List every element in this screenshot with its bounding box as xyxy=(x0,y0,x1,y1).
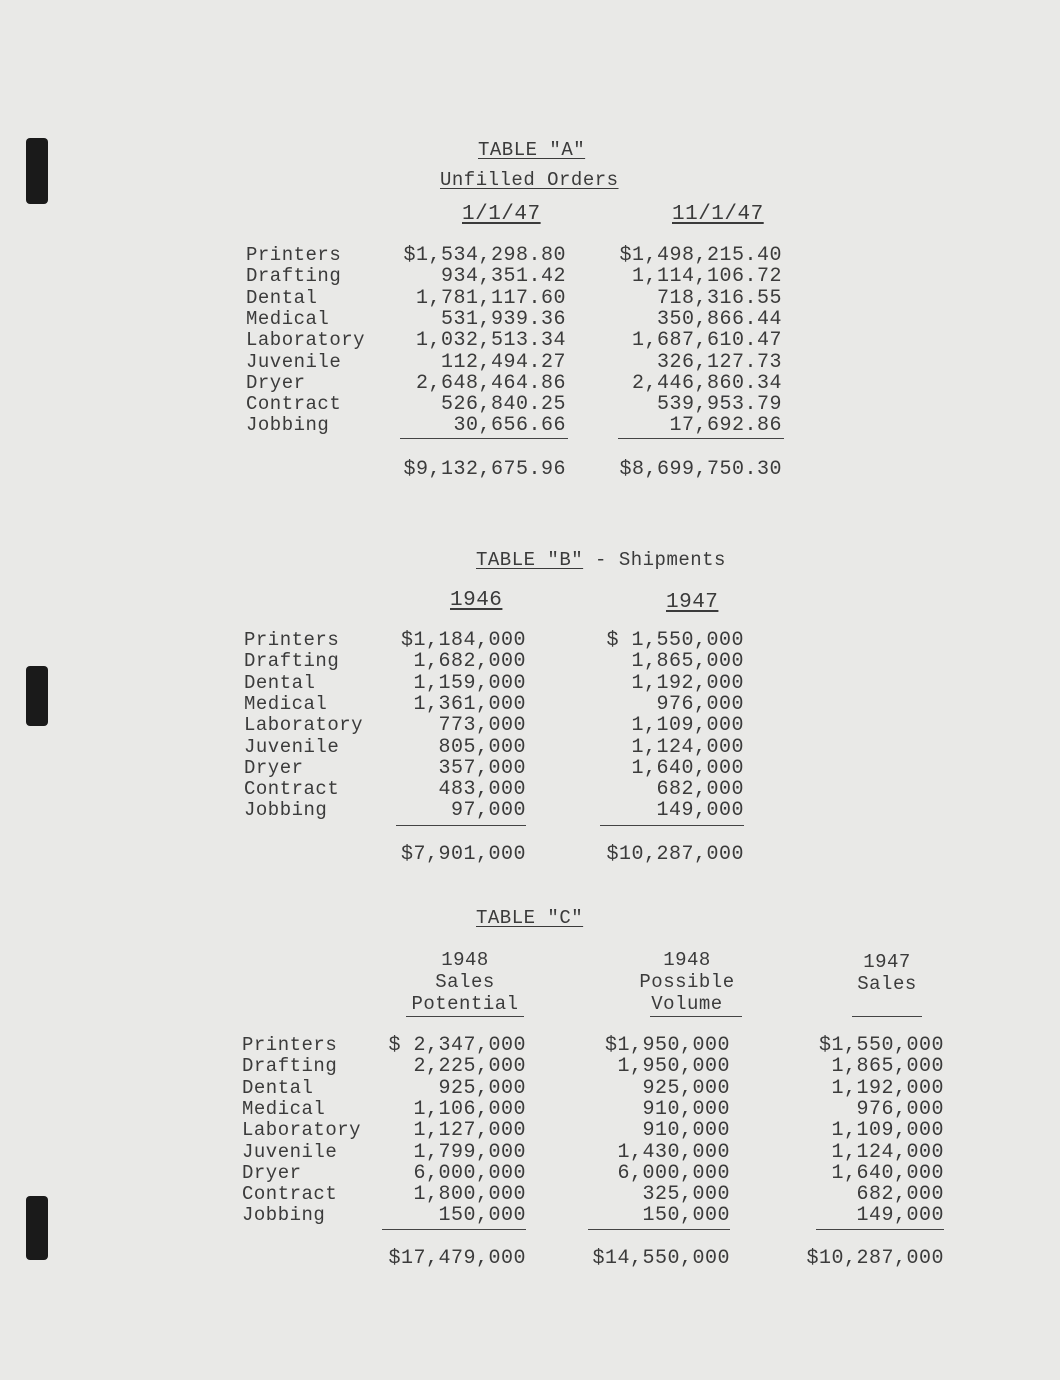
table-c-col2-header-line2: Possible xyxy=(639,971,735,993)
table-c-row-label: Medical xyxy=(242,1097,326,1120)
table-b-row-label: Jobbing xyxy=(244,799,328,822)
table-b-cell-c1: 97,000 xyxy=(450,799,526,823)
table-c-row-label: Laboratory xyxy=(242,1119,362,1142)
table-c-cell-c1: 6,000,000 xyxy=(413,1161,526,1185)
table-b-title: TABLE "B" xyxy=(476,549,584,571)
table-a-row-label: Dental xyxy=(246,286,318,309)
table-a-cell-c1: 526,840.25 xyxy=(440,393,566,417)
table-c-col1-header-line3: Potential xyxy=(411,993,519,1015)
binder-tab xyxy=(26,666,48,726)
table-c-cell-c2: 925,000 xyxy=(642,1076,730,1100)
table-c-cell-c1: 1,799,000 xyxy=(413,1140,526,1164)
binder-tab xyxy=(26,1196,48,1260)
table-c-col3-header-rule xyxy=(852,1016,922,1017)
table-b-cell-c2: 149,000 xyxy=(656,799,744,823)
table-a-rule-2 xyxy=(618,438,784,439)
table-b-cell-c2: $ 1,550,000 xyxy=(606,629,744,652)
table-b-col1-header: 1946 xyxy=(450,589,503,612)
table-a-cell-c1: 934,351.42 xyxy=(440,265,566,289)
table-a-cell-c1: 2,648,464.86 xyxy=(415,371,566,395)
table-a-title: TABLE "A" xyxy=(478,139,586,161)
table-c-total-2: $14,550,000 xyxy=(592,1247,730,1270)
table-c-col3-header-line2: Sales xyxy=(857,973,917,995)
table-a-cell-c1: 1,032,513.34 xyxy=(415,329,566,353)
table-a-cell-c2: 17,692.86 xyxy=(669,414,782,438)
table-c-total-3: $10,287,000 xyxy=(806,1247,944,1270)
table-b-row-label: Drafting xyxy=(244,650,340,673)
table-b-cell-c1: 1,159,000 xyxy=(413,671,526,695)
table-c-rule-3 xyxy=(816,1229,944,1230)
table-c-row-label: Juvenile xyxy=(242,1140,338,1163)
binder-tab xyxy=(26,138,48,204)
table-c-cell-c1: 2,225,000 xyxy=(413,1055,526,1079)
table-c-cell-c1: 1,127,000 xyxy=(413,1119,526,1143)
table-b-total-2: $10,287,000 xyxy=(606,843,744,866)
table-a-rule-1 xyxy=(400,438,568,439)
table-c-rule-1 xyxy=(382,1229,526,1230)
table-b-cell-c1: 357,000 xyxy=(438,756,526,780)
table-c-cell-c2: 910,000 xyxy=(642,1097,730,1121)
table-b-cell-c1: $1,184,000 xyxy=(400,629,526,652)
table-a-row-label: Drafting xyxy=(246,265,342,288)
table-b-cell-c2: 1,865,000 xyxy=(631,650,744,674)
table-a-cell-c2: 326,127.73 xyxy=(656,350,782,374)
table-c-cell-c3: 1,865,000 xyxy=(831,1055,944,1079)
table-c-cell-c3: 682,000 xyxy=(856,1183,944,1207)
table-b-cell-c2: 1,109,000 xyxy=(631,714,744,738)
table-c-row-label: Drafting xyxy=(242,1055,338,1078)
table-c-cell-c1: 1,800,000 xyxy=(413,1183,526,1207)
table-a-col2-header: 11/1/47 xyxy=(672,203,764,226)
table-a-cell-c1: $1,534,298.80 xyxy=(403,244,566,267)
table-b-cell-c2: 976,000 xyxy=(656,692,744,716)
table-b-rule-1 xyxy=(396,825,526,826)
table-a-cell-c2: 539,953.79 xyxy=(656,393,782,417)
table-b-cell-c1: 483,000 xyxy=(438,778,526,802)
table-a-cell-c2: $1,498,215.40 xyxy=(619,244,782,267)
table-c-cell-c3: 149,000 xyxy=(856,1204,944,1228)
table-b-cell-c1: 1,682,000 xyxy=(413,650,526,674)
table-b-row-label: Medical xyxy=(244,692,328,715)
table-a-row-label: Contract xyxy=(246,393,342,416)
table-c-cell-c3: 976,000 xyxy=(856,1097,944,1121)
table-a-row-label: Medical xyxy=(246,307,330,330)
table-a-cell-c1: 112,494.27 xyxy=(440,350,566,374)
table-c-col1-header-rule xyxy=(406,1016,524,1017)
table-c-cell-c2: 1,950,000 xyxy=(617,1055,730,1079)
table-a-row-label: Juvenile xyxy=(246,350,342,373)
table-c-col1-header-line2: Sales xyxy=(435,971,495,993)
table-b-rule-2 xyxy=(600,825,744,826)
table-a-total-1: $9,132,675.96 xyxy=(403,458,566,481)
table-c-title: TABLE "C" xyxy=(476,907,584,929)
table-a-col1-header: 1/1/47 xyxy=(462,203,541,226)
table-c-row-label: Dryer xyxy=(242,1161,302,1184)
table-c-rule-2 xyxy=(588,1229,730,1230)
table-c-cell-c1: 925,000 xyxy=(438,1076,526,1100)
table-c-cell-c1: 150,000 xyxy=(438,1204,526,1228)
table-a-cell-c2: 1,687,610.47 xyxy=(631,329,782,353)
table-b-cell-c2: 1,124,000 xyxy=(631,735,744,759)
table-c-cell-c2: 1,430,000 xyxy=(617,1140,730,1164)
table-c-cell-c2: 6,000,000 xyxy=(617,1161,730,1185)
table-c-cell-c2: 150,000 xyxy=(642,1204,730,1228)
table-a-cell-c1: 1,781,117.60 xyxy=(415,286,566,310)
table-b-cell-c1: 773,000 xyxy=(438,714,526,738)
table-c-cell-c2: 910,000 xyxy=(642,1119,730,1143)
table-c-cell-c3: 1,124,000 xyxy=(831,1140,944,1164)
table-b-title-line xyxy=(476,550,726,571)
table-b-cell-c2: 1,640,000 xyxy=(631,756,744,780)
table-a-row-label: Dryer xyxy=(246,371,306,394)
table-b-row-label: Contract xyxy=(244,778,340,801)
table-b-row-label: Juvenile xyxy=(244,735,340,758)
table-a-cell-c2: 350,866.44 xyxy=(656,307,782,331)
table-c-row-label: Printers xyxy=(242,1034,338,1056)
table-c-cell-c2: 325,000 xyxy=(642,1183,730,1207)
table-a-row-label: Printers xyxy=(246,244,342,266)
table-b-row-label: Laboratory xyxy=(244,714,364,737)
table-b-title-suffix: - Shipments xyxy=(583,549,726,571)
table-c-col1-header-year: 1948 xyxy=(441,949,489,971)
table-c-row-label: Dental xyxy=(242,1076,314,1099)
table-b-row-label: Dental xyxy=(244,671,316,694)
table-b-total-1: $7,901,000 xyxy=(400,843,526,866)
table-c-row-label: Jobbing xyxy=(242,1204,326,1227)
table-c-total-1: $17,479,000 xyxy=(388,1247,526,1270)
table-c-cell-c2: $1,950,000 xyxy=(604,1034,730,1057)
table-a-subtitle: Unfilled Orders xyxy=(440,169,619,191)
table-a-total-2: $8,699,750.30 xyxy=(619,458,782,481)
table-b-cell-c2: 682,000 xyxy=(656,778,744,802)
table-b-cell-c1: 1,361,000 xyxy=(413,692,526,716)
table-c-col2-header-line3: Volume xyxy=(651,993,723,1015)
table-c-row-label: Contract xyxy=(242,1183,338,1206)
table-c-col2-header-rule xyxy=(650,1016,742,1017)
table-c-cell-c3: 1,192,000 xyxy=(831,1076,944,1100)
table-a-cell-c1: 30,656.66 xyxy=(453,414,566,438)
table-a-row-label: Jobbing xyxy=(246,414,330,437)
table-b-cell-c1: 805,000 xyxy=(438,735,526,759)
table-c-cell-c3: $1,550,000 xyxy=(818,1034,944,1057)
table-c-col2-header-year: 1948 xyxy=(663,949,711,971)
table-c-cell-c3: 1,640,000 xyxy=(831,1161,944,1185)
table-c-col3-header-year: 1947 xyxy=(863,951,911,973)
table-c-cell-c1: $ 2,347,000 xyxy=(388,1034,526,1057)
table-a-cell-c2: 2,446,860.34 xyxy=(631,371,782,395)
table-b-cell-c2: 1,192,000 xyxy=(631,671,744,695)
table-b-row-label: Dryer xyxy=(244,756,304,779)
table-c-cell-c3: 1,109,000 xyxy=(831,1119,944,1143)
table-b-row-label: Printers xyxy=(244,629,340,651)
table-a-row-label: Laboratory xyxy=(246,329,366,352)
table-a-cell-c1: 531,939.36 xyxy=(440,307,566,331)
table-b-col2-header: 1947 xyxy=(666,591,719,614)
table-a-cell-c2: 718,316.55 xyxy=(656,286,782,310)
table-a-cell-c2: 1,114,106.72 xyxy=(631,265,782,289)
table-c-cell-c1: 1,106,000 xyxy=(413,1097,526,1121)
